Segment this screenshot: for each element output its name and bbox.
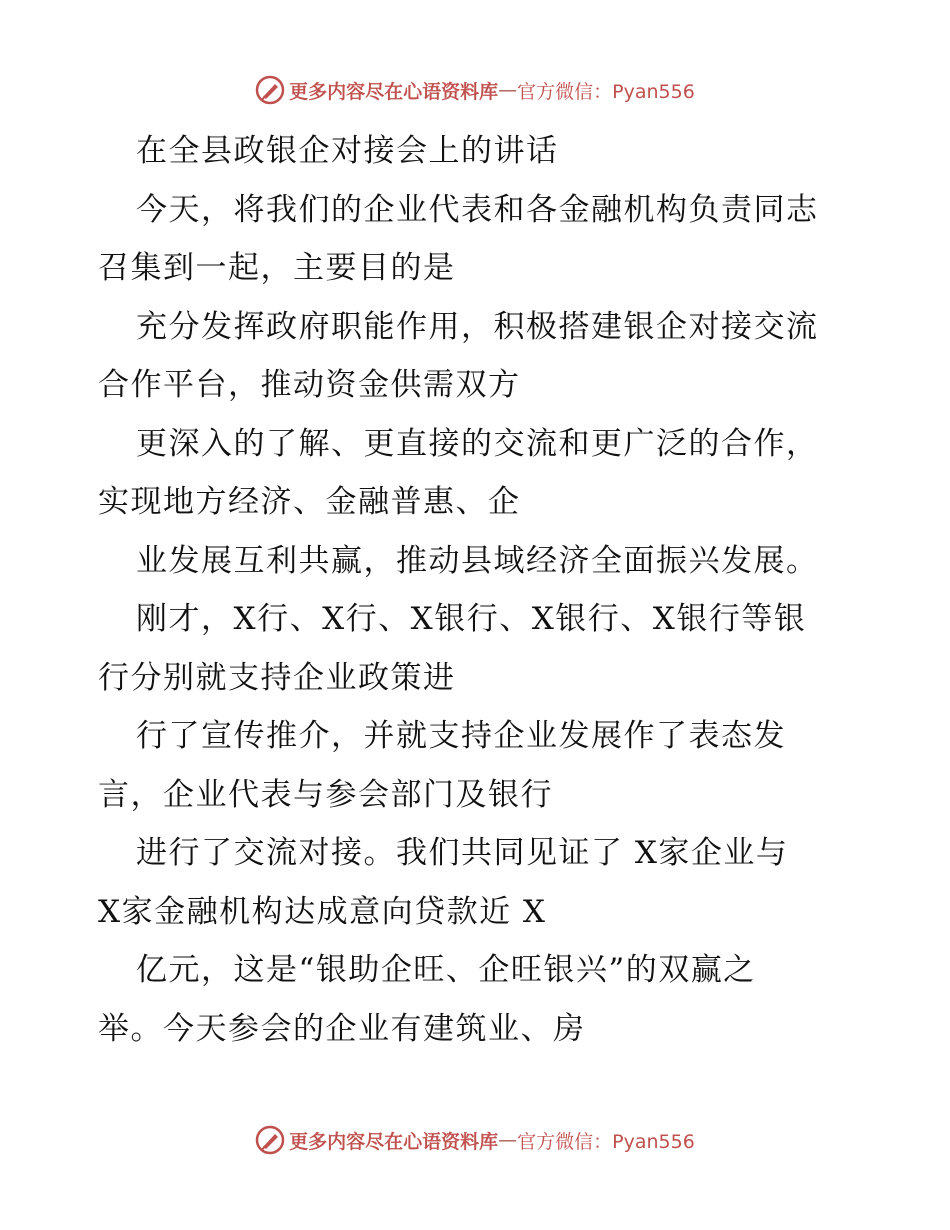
text-line: 行了宣传推介，并就支持企业发展作了表态发 [136,718,786,754]
text-line: 实现地方经济、金融普惠、企 [98,484,521,520]
text-line: 合作平台，推动资金供需双方 [98,367,521,403]
text-line: 今天，将我们的企业代表和各金融机构负责同志 [136,191,819,228]
text-line: 行分别就支持企业政策进 [98,659,456,696]
text-line: 召集到一起，主要目的是 [98,250,456,286]
watermark-text: 更多内容尽在心语资料库 [289,80,499,103]
text-line: 刚才，X行、X行、X银行、X银行、X银行等银 [136,601,807,637]
text-line: 举。今天参会的企业有建筑业、房 [98,1010,586,1047]
watermark-dash: — [498,1129,518,1151]
watermark-contact: 官方微信：Pyan556 [517,1130,695,1153]
footer-watermark [0,1120,950,1160]
text-line: X家金融机构达成意向贷款近 X [98,893,547,930]
text-line: 更深入的了解、更直接的交流和更广泛的合作， [136,425,819,462]
watermark-contact: 官方微信：Pyan556 [517,80,695,103]
text-line: 业发展互利共赢，推动县域经济全面振兴发展。 [136,542,819,579]
quill-logo-icon [255,75,285,105]
document-title: 在全县政银企对接会上的讲话 [136,133,559,169]
text-line: 言，企业代表与参会部门及银行 [98,776,553,813]
quill-logo-icon [255,1125,285,1155]
text-line: 进行了交流对接。我们共同见证了 X家企业与 [136,835,789,871]
text-line: 亿元，这是“银助企旺、企旺银兴”的双赢之 [136,952,756,988]
header-watermark [0,70,950,110]
watermark-dash: — [498,79,518,101]
document-body [98,122,858,1058]
watermark-text: 更多内容尽在心语资料库 [289,1130,499,1153]
text-line: 充分发挥政府职能作用，积极搭建银企对接交流 [136,308,819,345]
